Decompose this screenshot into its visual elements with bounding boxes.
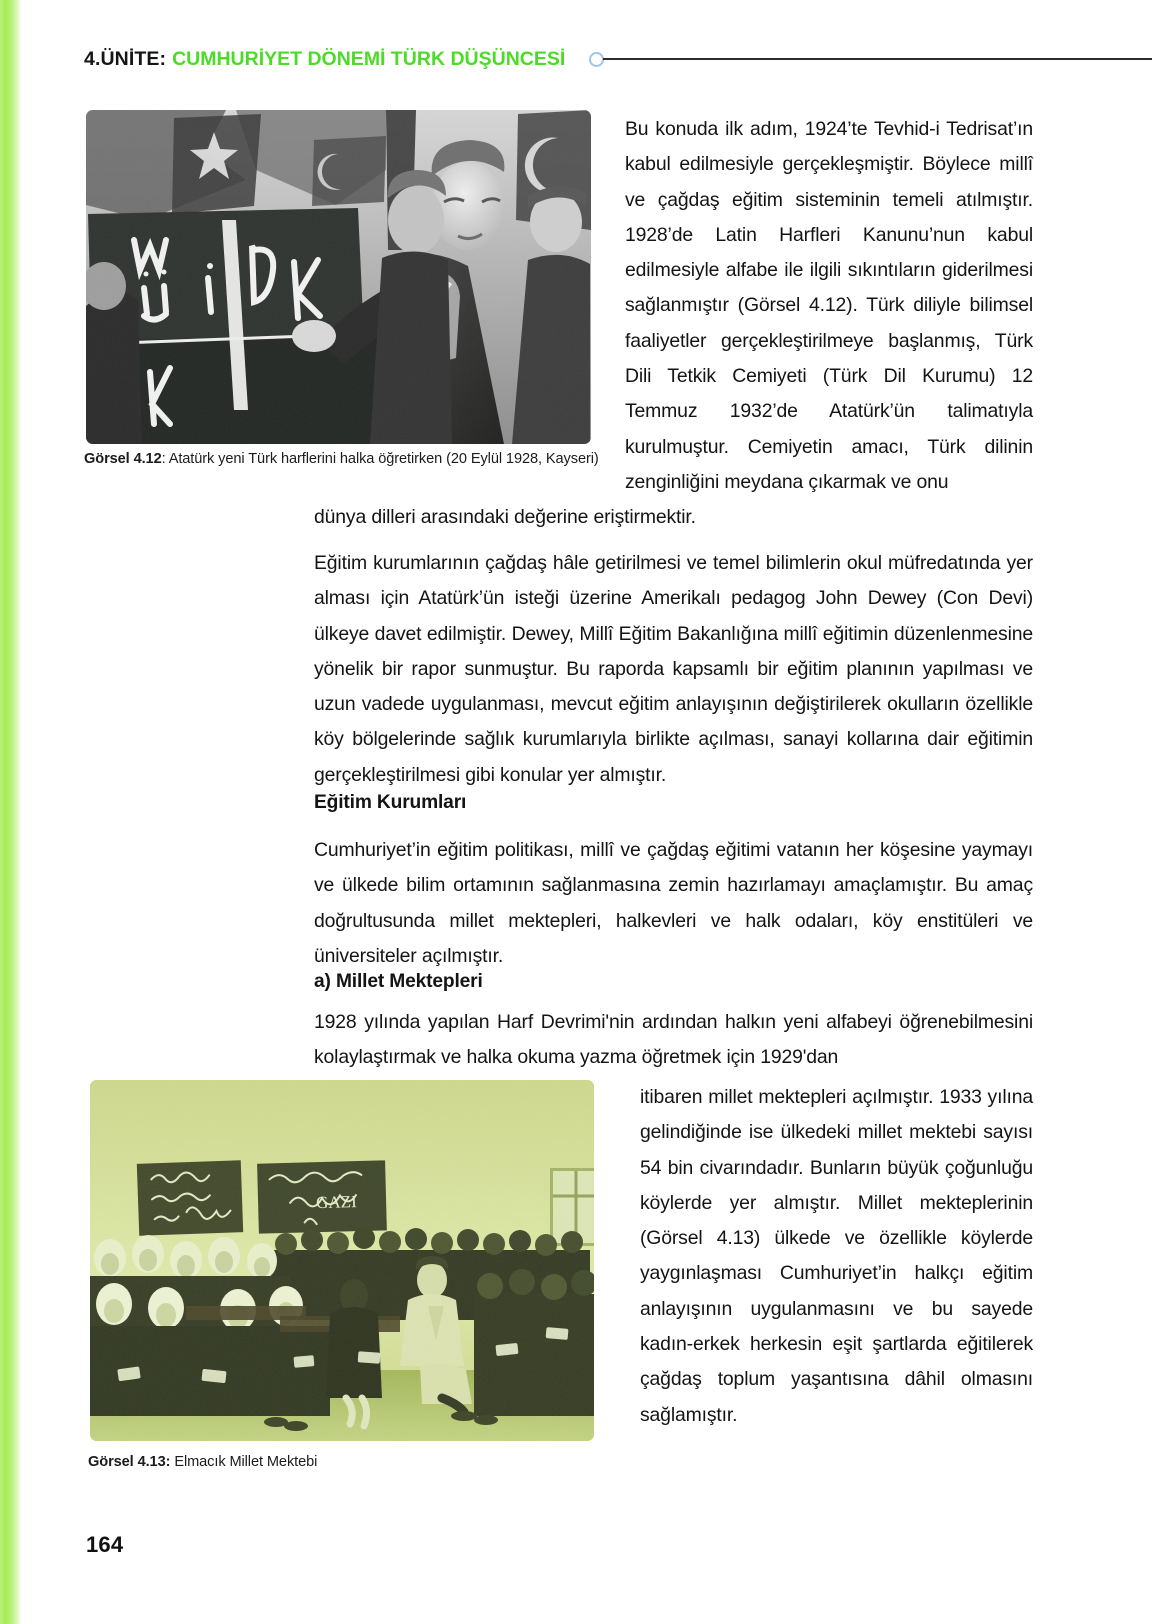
figure-caption-text-4-13: Elmacık Millet Mektebi <box>170 1454 318 1470</box>
figure-image-4-12 <box>86 110 591 444</box>
heading-millet-mektepleri: a) Millet Mektepleri <box>314 971 483 992</box>
figure-caption-4-12 <box>84 449 604 470</box>
paragraph-cumhuriyet-egitim-politikasi: Cumhuriyet’in eğitim politikası, millî ve çağdaş eğitimi vatanın her köşesine yaymayı ve ülkede bilim ortamının sağlanmasına zemin hazırlamayı amaçlamıştır. Bu amaç doğrultusunda millet mektepleri, halkevleri ve halk odaları, köy enstitüleri ve üniversiteler açılmıştır. <box>314 839 1033 967</box>
figure-caption-label-4-12: Görsel 4.12 <box>84 451 162 467</box>
header-rule-divider <box>603 58 1152 61</box>
paragraph-egitim-kurumlari-cagdas: Eğitim kurumlarının çağdaş hâle getirilmesi ve temel bilimlerin okul müfredatında yer alması için Atatürk’ün isteği üzerine Amerikalı pedagog John Dewey (Con Devi) ülkeye davet edilmiştir. Dewey, Millî Eğitim Bakanlığına millî eğitimin düzenlenmesine yönelik bir rapor sunmuştur. Bu raporda kapsamlı bir eğitim planının yapılması ve uzun vadede uygulanması, mevcut eğitim anlayışının değiştirilerek okulların özellikle köy bölgelerinde sağlık kurumlarıyla birlikte açılması, sanayi kollarına dair eğitimin gerçekleştirilmesi gibi konular yer almıştır. <box>314 552 1033 786</box>
paragraph-1928-harf-devrimi: 1928 yılında yapılan Harf Devrimi'nin ardından halkın yeni alfabeyi öğrenebilmesini kolaylaştırmak ve halka okuma yazma öğretmek için 1929'dan <box>314 1011 1033 1069</box>
figure-caption-text-4-12: : Atatürk yeni Türk harflerini halka öğretirken (20 Eylül 1928, Kayseri) <box>161 451 599 467</box>
unit-title: CUMHURİYET DÖNEMİ TÜRK DÜŞÜNCESİ <box>172 47 566 70</box>
page-header <box>84 42 1152 76</box>
figure-caption-label-4-13: Görsel 4.13: <box>88 1454 171 1470</box>
heading-egitim-kurumlari: Eğitim Kurumları <box>314 792 467 813</box>
paragraph-dunya-dilleri: dünya dilleri arasındaki değerine eriştirmektir. <box>314 506 696 528</box>
figure-image-4-13 <box>90 1080 594 1441</box>
circle-marker-icon <box>589 52 604 67</box>
figure-caption-4-13 <box>88 1452 608 1473</box>
unit-label: 4.ÜNİTE: <box>84 47 167 70</box>
paragraph-millet-mektepleri-detay: itibaren millet mektepleri açılmıştır. 1933 yılına gelindiğinde ise ülkedeki millet mektebi sayısı 54 bin civarındadır. Bunların büyük çoğunluğu köylerde yer almıştır. Millet mekteplerinin (Görsel 4.13) ülkede ve özellikle köylerde yaygınlaşması Cumhuriyet’in halkçı eğitim anlayışının uygulanmasını ve bu sayede kadın-erkek herkesin eşit şartlarda eğitilerek çağdaş toplum yaşantısına dâhil olmasını sağlamıştır. <box>640 1086 1033 1426</box>
page-number: 164 <box>86 1532 124 1557</box>
paragraph-intro: Bu konuda ilk adım, 1924’te Tevhid-i Tedrisat’ın kabul edilmesiyle gerçekleşmiştir. Böylece millî ve çağdaş eğitim sisteminin temeli atılmıştır. 1928’de Latin Harfleri Kanunu’nun kabul edilmesiyle alfabe ile ilgili sıkıntıların giderilmesi sağlanmıştır (Görsel 4.12). Türk diliyle bilimsel faaliyetler gerçekleştirilmeye başlanmış, Türk Dili Tetkik Cemiyeti (Türk Dil Kurumu) 12 Temmuz 1932’de Atatürk’ün talimatıyla kurulmuştur. Cemiyetin amacı, Türk dilinin zenginliğini meydana çıkarmak ve onu <box>625 118 1033 493</box>
